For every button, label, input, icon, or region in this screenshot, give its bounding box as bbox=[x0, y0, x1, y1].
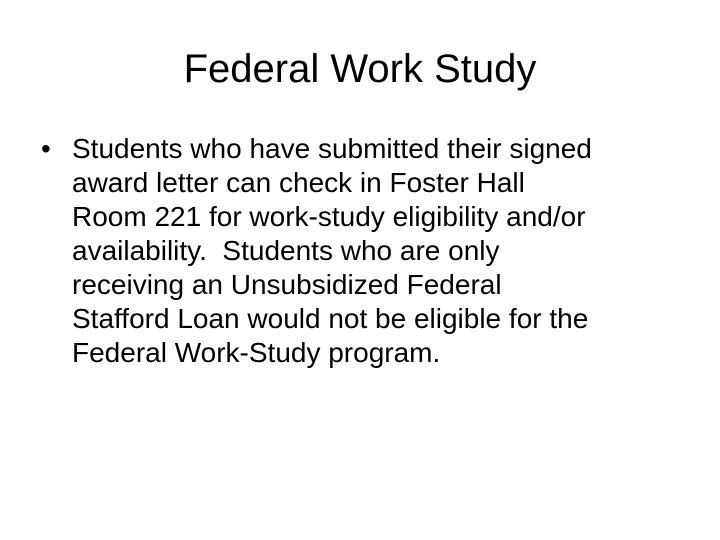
bullet-line: Room 221 for work-study eligibility and/or bbox=[72, 201, 586, 232]
slide-title: Federal Work Study bbox=[183, 47, 537, 91]
bullet-marker: • bbox=[41, 133, 51, 164]
bullet-line: Stafford Loan would not be eligible for the bbox=[72, 303, 589, 334]
bullet-line: availability. Students who are only bbox=[72, 235, 500, 266]
slide-body bbox=[41, 132, 681, 370]
bullet-line: Students who have submitted their signed bbox=[72, 133, 592, 164]
bullet-line: award letter can check in Foster Hall bbox=[72, 167, 525, 198]
bullet-line: Federal Work-Study program. bbox=[72, 337, 441, 368]
bullet-line: receiving an Unsubsidized Federal bbox=[72, 269, 502, 300]
bullet-item bbox=[41, 132, 681, 370]
